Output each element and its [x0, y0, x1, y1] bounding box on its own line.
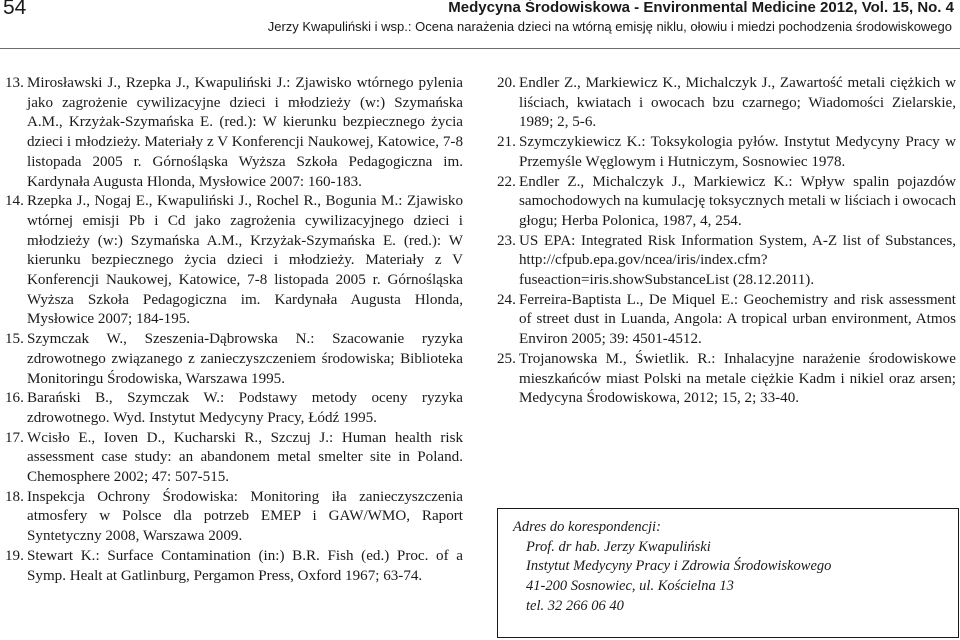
reference-text: Mirosławski J., Rzepka J., Kwapuliński J.: Zjawisko wtórnego pylenia jako zagrożenie cywilizacyjne dzieci i młodzieży (w:) Szymańska A.M., Krzyżak-Szymańska E. (red.): W kierunku bezpiecznego życia dzieci i młodzieży. Materiały z V Konferencji Naukowej, Katowice, 7-8 listopada 2005 r. Górnośląska Wyższa Szkoła Pedagogiczna im. Kardynała Augusta Hlonda, Mysłowice 2007: 160-183. [27, 75, 463, 190]
reference-item [5, 488, 463, 547]
reference-text: Stewart K.: Surface Contamination (in:) B.R. Fish (ed.) Proc. of a Symp. Healt at Gatlinburg, Pergamon Press, Oxford 1967; 63-74. [27, 547, 463, 584]
address-heading: Adres do korespondencji: [513, 519, 661, 535]
reference-text: Wcisło E., Ioven D., Kucharski R., Szczuj J.: Human health risk assessment case study: an abandonem metal smelter site in Poland. Chemosphere 2002; 47: 507-515. [27, 429, 463, 486]
reference-item [497, 173, 956, 232]
reference-text: Rzepka J., Nogaj E., Kwapuliński J., Rochel R., Bogunia M.: Zjawisko wtórnej emisji Pb i Cd jako zagrożenia cywilizacyjnego dzieci i młodzieży (w:) Szymańska A.M., Krzyżak-Szymańska E. (red.): W kierunku bezpiecznego życia dzieci i młodzieży. Materiały z V Konferencji Naukowej, Katowice, 7-8 listopada 2005 r. Górnośląska Wyższa Szkoła Pedagogiczna im. Kardynała Augusta Hlonda, Mysłowice 2007; 184-195. [27, 193, 463, 328]
reference-number: 24. [497, 291, 516, 308]
reference-number: 13. [5, 75, 24, 91]
reference-item [5, 389, 463, 428]
reference-number: 19. [5, 547, 24, 564]
reference-item [5, 330, 463, 389]
references-right-column [497, 74, 956, 409]
reference-number: 14. [5, 193, 24, 210]
reference-number: 21. [497, 134, 516, 151]
reference-text: Szymczykiewicz K.: Toksykologia pyłów. Instytut Medycyny Pracy w Przemyśle Węglowym i Hutniczym, Sosnowiec 1978. [519, 134, 956, 170]
reference-text: Endler Z., Michalczyk J., Markiewicz K.: Wpływ spalin pojazdów samochodowych na kumulację toksycznych metali w liściach i owocach głogu; Herba Polonica, 1987, 4, 254. [519, 173, 956, 229]
reference-text: US EPA: Integrated Risk Information System, A-Z list of Substances, http://cfpub.epa.gov/ncea/iris/index.cfm?fuseaction=iris.showSubstanceList (28.12.2011). [519, 232, 956, 289]
reference-item [497, 133, 956, 172]
address-lines [513, 538, 958, 617]
reference-number: 15. [5, 331, 24, 348]
reference-text: Inspekcja Ochrony Środowiska: Monitoring iła zanieczyszczenia atmosfery w Polsce dla potrzeb EMEP i GAW/WMO, Raport Syntetyczny 2008, Warszawa 2009. [27, 488, 463, 545]
reference-text: Barański B., Szymczak W.: Podstawy metody oceny ryzyka zdrowotnego. Wyd. Instytut Medycyny Pracy, Łódź 1995. [27, 390, 463, 426]
reference-text: Ferreira-Baptista L., De Miquel E.: Geochemistry and risk assessment of street dust in Luanda, Angola: A tropical urban environment, Atmos Environ 2005; 39: 4501-4512. [519, 291, 956, 348]
page-number: 54 [3, 0, 27, 19]
reference-item [497, 350, 956, 409]
address-line: Prof. dr hab. Jerzy Kwapuliński [526, 538, 711, 555]
reference-number: 16. [5, 390, 24, 407]
reference-item [497, 232, 956, 291]
address-line: tel. 32 266 06 40 [526, 597, 624, 614]
reference-item [5, 547, 463, 586]
reference-item [5, 74, 463, 192]
reference-text: Szymczak W., Szeszenia-Dąbrowska N.: Szacowanie ryzyka zdrowotnego związanego z zanieczyszczeniem środowiska; Biblioteka Monitoringu Środowiska, Warszawa 1995. [27, 331, 463, 387]
correspondence-address-box [497, 508, 959, 638]
reference-number: 22. [497, 173, 516, 190]
reference-number: 18. [5, 488, 24, 505]
reference-number: 17. [5, 429, 24, 446]
reference-number: 25. [497, 350, 516, 367]
reference-item [5, 429, 463, 488]
reference-item [5, 192, 463, 330]
reference-item [497, 74, 956, 133]
reference-number: 23. [497, 232, 516, 249]
reference-number: 20. [497, 75, 516, 91]
reference-text: Endler Z., Markiewicz K., Michalczyk J., Zawartość metali ciężkich w liściach, kwiatach i owocach bzu czarnego; Wiadomości Zielarskie, 1989; 2, 5-6. [519, 75, 956, 131]
address-line: Instytut Medycyny Pracy i Zdrowia Środowiskowego [526, 558, 832, 575]
references-left-column [5, 74, 463, 586]
reference-item [497, 291, 956, 350]
reference-list [5, 74, 463, 586]
address-line: 41-200 Sosnowiec, ul. Kościelna 13 [526, 578, 734, 595]
reference-list [497, 74, 956, 409]
journal-title: Medycyna Środowiskowa - Environmental Medicine 2012, Vol. 15, No. 4 [448, 0, 954, 16]
header-rule [0, 48, 960, 49]
reference-text: Trojanowska M., Świetlik. R.: Inhalacyjne narażenie środowiskowe mieszkańców miast Polski na metale ciężkie Kadm i nikiel oraz arsen; Medycyna Środowiskowa, 2012; 15, 2; 33-40. [519, 350, 956, 407]
running-header: Jerzy Kwapuliński i wsp.: Ocena narażenia dzieci na wtórną emisję niklu, ołowiu i miedzi pochodzenia środowiskowego [267, 19, 952, 34]
